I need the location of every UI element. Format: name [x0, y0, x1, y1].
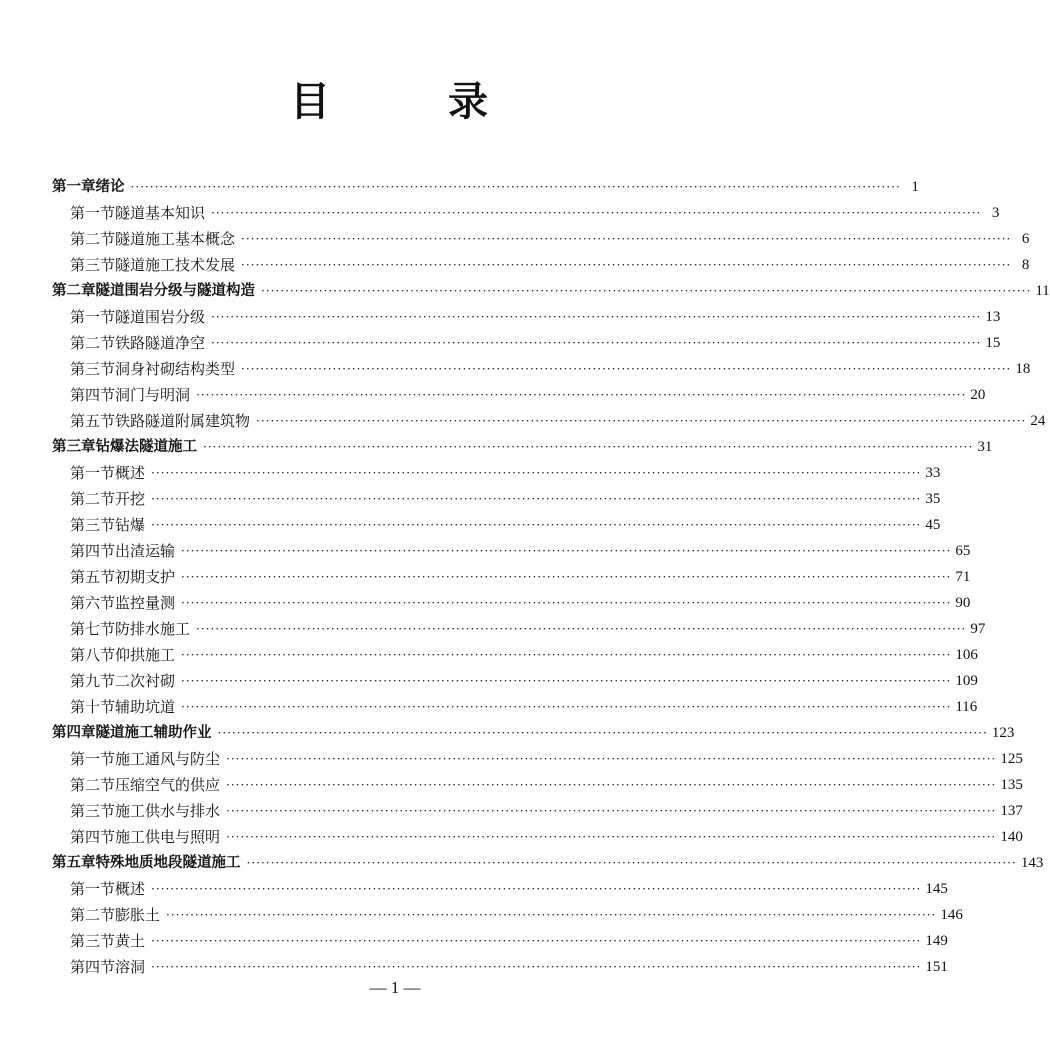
page-title: 目 录	[290, 79, 540, 125]
entry-title: 隧道施工辅助作业	[95, 725, 212, 741]
dot-leader: ································································································································································	[256, 414, 1027, 428]
dot-leader: ································································································································································	[196, 622, 967, 636]
entry-title: 绪论	[95, 179, 125, 195]
entry-title: 膨胀土	[115, 906, 161, 924]
entry-title: 钻爆法隧道施工	[95, 439, 197, 455]
entry-number: 第四节	[70, 958, 116, 976]
entry-title: 辅助坑道	[115, 698, 176, 716]
entry-page-number: 145	[925, 881, 948, 897]
entry-page-number: 106	[955, 647, 978, 663]
entry-number: 第一节	[70, 204, 116, 222]
entry-number: 第八节	[70, 646, 116, 664]
entry-number: 第十节	[70, 698, 116, 716]
entry-title: 特殊地质地段隧道施工	[95, 855, 241, 871]
entry-page-number: 8	[1021, 257, 1030, 273]
entry-page-number: 65	[955, 543, 971, 559]
entry-page-number: 13	[985, 309, 1001, 325]
entry-number: 第三节	[70, 360, 116, 378]
toc-section-entry	[52, 795, 1023, 821]
toc-section-entry	[52, 353, 1031, 379]
entry-page-number: 18	[1015, 361, 1031, 377]
toc-chapter-entry	[52, 717, 1015, 743]
entry-page-number: 45	[925, 517, 941, 533]
entry-title: 概述	[115, 464, 146, 482]
entry-number: 第二节	[70, 906, 116, 924]
dot-leader: ································································································································································	[211, 206, 982, 220]
entry-page-number: 143	[1020, 855, 1044, 871]
entry-title: 施工供水与排水	[115, 802, 221, 820]
entry-title: 隧道围岩分级与隧道构造	[95, 283, 255, 299]
entry-page-number: 146	[940, 907, 963, 923]
dot-leader: ································································································································································	[130, 180, 901, 194]
entry-title: 钻爆	[115, 516, 146, 534]
dot-leader: ································································································································································	[181, 544, 952, 558]
dot-leader: ································································································································································	[181, 674, 952, 688]
toc-section-entry	[52, 379, 986, 405]
toc-chapter-entry	[52, 431, 993, 457]
entry-page-number: 90	[955, 595, 971, 611]
table-of-contents	[52, 171, 1050, 977]
entry-page-number: 20	[970, 387, 986, 403]
entry-page-number: 35	[925, 491, 941, 507]
entry-title: 隧道基本知识	[115, 204, 206, 222]
entry-number: 第二节	[70, 230, 116, 248]
dot-leader: ································································································································································	[151, 466, 922, 480]
dot-leader: ································································································································································	[181, 648, 952, 662]
toc-section-entry	[52, 509, 941, 535]
entry-number: 第二节	[70, 490, 116, 508]
entry-page-number: 6	[1021, 231, 1030, 247]
toc-section-entry	[52, 899, 963, 925]
entry-page-number: 15	[985, 335, 1001, 351]
dot-leader: ································································································································································	[226, 778, 997, 792]
page-number-footer: — 1 —	[369, 978, 421, 997]
toc-section-entry	[52, 925, 948, 951]
entry-title: 初期支护	[115, 568, 176, 586]
entry-number: 第七节	[70, 620, 116, 638]
entry-page-number: 31	[977, 439, 993, 455]
entry-title: 溶洞	[115, 958, 146, 976]
toc-section-entry	[52, 743, 1023, 769]
entry-title: 隧道施工基本概念	[115, 230, 236, 248]
entry-page-number: 97	[970, 621, 986, 637]
entry-number: 第三章	[52, 439, 96, 455]
dot-leader: ································································································································································	[181, 596, 952, 610]
entry-number: 第四章	[52, 725, 96, 741]
toc-section-entry	[52, 613, 986, 639]
entry-title: 洞门与明洞	[115, 386, 191, 404]
dot-leader: ································································································································································	[226, 804, 997, 818]
toc-section-entry	[52, 197, 1000, 223]
dot-leader: ································································································································································	[166, 908, 937, 922]
dot-leader: ································································································································································	[151, 934, 922, 948]
entry-number: 第五章	[52, 855, 96, 871]
toc-chapter-entry	[52, 847, 1044, 873]
dot-leader: ································································································································································	[151, 492, 922, 506]
entry-page-number: 123	[991, 725, 1015, 741]
entry-title: 隧道施工技术发展	[115, 256, 236, 274]
entry-title: 施工供电与照明	[115, 828, 221, 846]
entry-number: 第三节	[70, 802, 116, 820]
entry-title: 压缩空气的供应	[115, 776, 221, 794]
entry-title: 洞身衬砌结构类型	[115, 360, 236, 378]
dot-leader: ································································································································································	[261, 284, 1032, 298]
toc-section-entry	[52, 483, 941, 509]
dot-leader: ································································································································································	[151, 518, 922, 532]
dot-leader: ································································································································································	[203, 440, 974, 454]
dot-leader: ································································································································································	[241, 258, 1012, 272]
entry-title: 铁路隧道附属建筑物	[115, 412, 251, 430]
entry-number: 第二节	[70, 334, 116, 352]
entry-number: 第四节	[70, 542, 116, 560]
entry-number: 第一节	[70, 308, 116, 326]
dot-leader: ································································································································································	[226, 830, 997, 844]
entry-page-number: 116	[955, 699, 978, 715]
dot-leader: ································································································································································	[151, 960, 922, 974]
entry-number: 第二章	[52, 283, 96, 299]
entry-title: 隧道围岩分级	[115, 308, 206, 326]
entry-page-number: 1	[911, 179, 919, 195]
entry-number: 第五节	[70, 568, 116, 586]
entry-title: 铁路隧道净空	[115, 334, 206, 352]
toc-section-entry	[52, 873, 948, 899]
toc-section-entry	[52, 327, 1001, 353]
dot-leader: ································································································································································	[196, 388, 967, 402]
entry-page-number: 140	[1000, 829, 1023, 845]
entry-page-number: 109	[955, 673, 978, 689]
toc-section-entry	[52, 951, 948, 977]
entry-number: 第一章	[52, 179, 96, 195]
entry-title: 二次衬砌	[115, 672, 176, 690]
entry-number: 第三节	[70, 256, 116, 274]
toc-section-entry	[52, 665, 978, 691]
entry-number: 第六节	[70, 594, 116, 612]
toc-section-entry	[52, 821, 1023, 847]
dot-leader: ································································································································································	[226, 752, 997, 766]
entry-page-number: 33	[925, 465, 941, 481]
entry-number: 第五节	[70, 412, 116, 430]
entry-number: 第一节	[70, 464, 116, 482]
dot-leader: ································································································································································	[211, 310, 982, 324]
entry-number: 第四节	[70, 386, 116, 404]
dot-leader: ································································································································································	[151, 882, 922, 896]
entry-page-number: 125	[1000, 751, 1023, 767]
dot-leader: ································································································································································	[241, 232, 1012, 246]
toc-section-entry	[52, 691, 978, 717]
entry-page-number: 11	[1035, 283, 1050, 299]
entry-page-number: 135	[1000, 777, 1023, 793]
toc-section-entry	[52, 457, 941, 483]
entry-title: 出渣运输	[115, 542, 176, 560]
toc-section-entry	[52, 587, 971, 613]
entry-page-number: 24	[1030, 413, 1046, 429]
toc-section-entry	[52, 249, 1030, 275]
entry-number: 第九节	[70, 672, 116, 690]
entry-page-number: 3	[991, 205, 1000, 221]
entry-page-number: 71	[955, 569, 971, 585]
entry-number: 第三节	[70, 932, 116, 950]
entry-page-number: 149	[925, 933, 948, 949]
entry-title: 防排水施工	[115, 620, 191, 638]
entry-title: 黄土	[115, 932, 146, 950]
toc-section-entry	[52, 223, 1030, 249]
toc-section-entry	[52, 301, 1001, 327]
entry-number: 第三节	[70, 516, 116, 534]
toc-section-entry	[52, 405, 1046, 431]
toc-section-entry	[52, 639, 978, 665]
dot-leader: ································································································································································	[241, 362, 1012, 376]
dot-leader: ································································································································································	[217, 726, 988, 740]
toc-section-entry	[52, 769, 1023, 795]
dot-leader: ································································································································································	[181, 700, 952, 714]
entry-number: 第四节	[70, 828, 116, 846]
entry-page-number: 137	[1000, 803, 1023, 819]
dot-leader: ································································································································································	[181, 570, 952, 584]
entry-number: 第一节	[70, 880, 116, 898]
entry-title: 开挖	[115, 490, 146, 508]
entry-number: 第二节	[70, 776, 116, 794]
entry-number: 第一节	[70, 750, 116, 768]
entry-title: 施工通风与防尘	[115, 750, 221, 768]
toc-chapter-entry	[52, 275, 1050, 301]
entry-title: 仰拱施工	[115, 646, 176, 664]
dot-leader: ································································································································································	[246, 856, 1017, 870]
entry-page-number: 151	[925, 959, 948, 975]
entry-title: 监控量测	[115, 594, 176, 612]
toc-chapter-entry	[52, 171, 919, 197]
entry-title: 概述	[115, 880, 146, 898]
dot-leader: ································································································································································	[211, 336, 982, 350]
toc-section-entry	[52, 561, 971, 587]
toc-section-entry	[52, 535, 971, 561]
